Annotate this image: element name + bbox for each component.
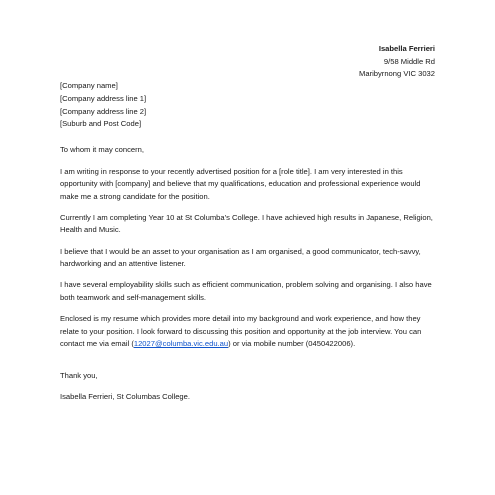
sender-address-line2: Maribyrnong VIC 3032 xyxy=(359,69,435,79)
paragraph-qualities: I believe that I would be an asset to your organisation as I am organised, a good communicator, tech-savvy, hardworking and an attentive listener. xyxy=(60,246,421,269)
paragraph-intro: I am writing in response to your recently advertised position for a [role title]. I am very interested in this opportunity with [company] and believe that my qualifications, education and professional experience would make me a strong candidate for the position. xyxy=(60,166,421,201)
paragraph-education: Currently I am completing Year 10 at St Columba's College. I have achieved high results in Japanese, Religion, Health and Music. xyxy=(60,212,433,235)
recipient-address-line2: [Company address line 2] xyxy=(60,106,147,116)
sender-name: Isabella Ferrieri xyxy=(378,44,435,53)
paragraph-contact xyxy=(60,313,440,351)
contact-text-after-email: ) or via mobile number (0450422006). xyxy=(228,339,356,349)
sender-address-line1: 9/58 Middle Rd xyxy=(383,56,435,66)
contact-text-before-email: Enclosed is my resume which provides more detail into my background and work experience, and how they relate to your position. I look forward to discussing this position and opportunity at the job interview. You can contact me via email ( xyxy=(60,313,422,349)
recipient-address-block xyxy=(60,80,146,131)
email-link[interactable]: 12027@columba.vic.edu.au xyxy=(133,339,229,349)
recipient-address-line1: [Company address line 1] xyxy=(60,93,147,103)
paragraph-skills: I have several employability skills such as efficient communication, problem solving and organising. I also have both teamwork and self-management skills. xyxy=(60,280,432,302)
closing-block xyxy=(60,370,190,411)
letter-body xyxy=(60,144,440,359)
closing-line: Thank you, xyxy=(60,371,98,380)
recipient-suburb-postcode: [Suburb and Post Code] xyxy=(60,119,142,129)
signature-line: Isabella Ferrieri, St Columbas College. xyxy=(60,391,190,401)
sender-address-block xyxy=(359,43,435,81)
recipient-company-name: [Company name] xyxy=(60,81,118,90)
salutation: To whom it may concern, xyxy=(60,145,144,154)
